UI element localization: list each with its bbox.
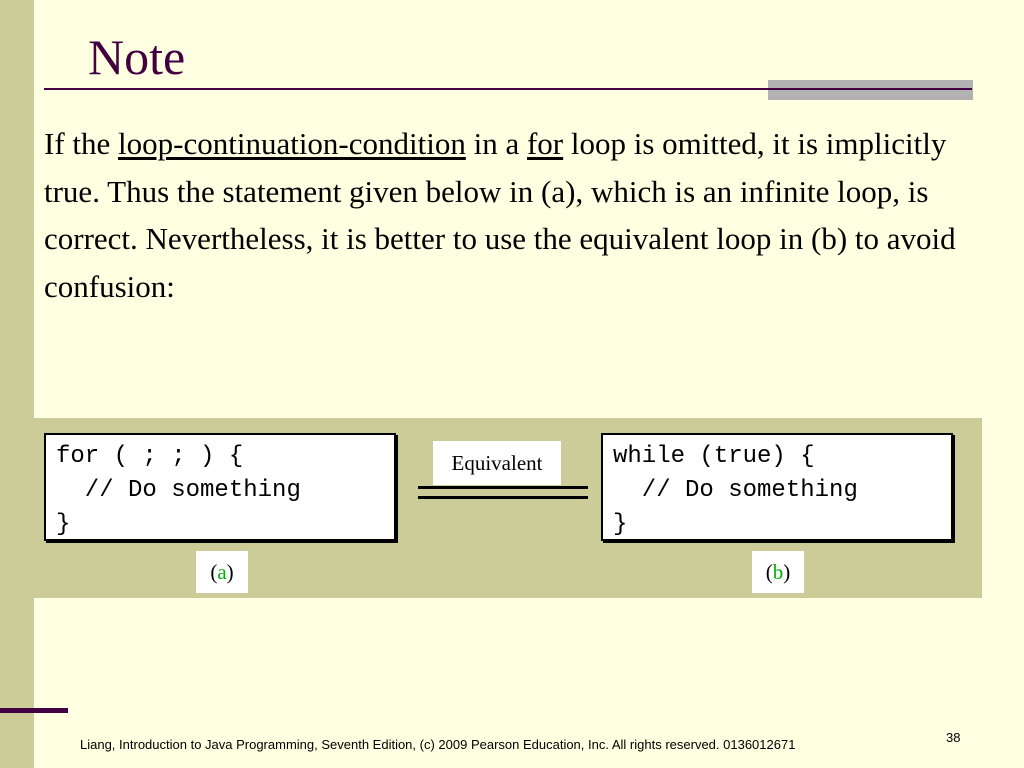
page-number: 38 [946,730,961,745]
body-paragraph [44,120,984,310]
body-text-3: loop is omitted, it is implicitly true. Thus the statement given below in (a), which is an infinite loop, is correct. Nevertheless, it is better to use the equivalent loop in (b) to avoid confusion: [44,126,956,304]
left-accent-line [0,708,68,713]
title-rule [44,88,972,90]
label-a-close: ) [226,560,234,584]
equivalent-label: Equivalent [433,441,561,485]
equivalence-line-top [418,486,588,489]
label-b [752,551,804,593]
label-b-close: ) [783,560,791,584]
body-text-1: If the [44,126,119,161]
code-block-a: for ( ; ; ) { // Do something } [44,433,396,541]
left-decorative-bar [0,0,34,768]
label-b-letter: b [772,560,784,584]
equivalence-line-bottom [418,496,588,499]
body-underlined-for: for [526,126,564,161]
body-underlined-condition: loop-continuation-condition [118,126,466,161]
label-b-open: ( [765,560,773,584]
label-a-letter: a [217,560,227,584]
label-a-open: ( [210,560,218,584]
title-rule-gray-block [768,80,973,100]
code-block-b: while (true) { // Do something } [601,433,953,541]
body-text-2: in a [465,126,527,161]
slide-title: Note [88,29,186,85]
footer-copyright: Liang, Introduction to Java Programming, Seventh Edition, (c) 2009 Pearson Education, Inc. All rights reserved. 0136012671 [80,737,796,752]
label-a [196,551,248,593]
